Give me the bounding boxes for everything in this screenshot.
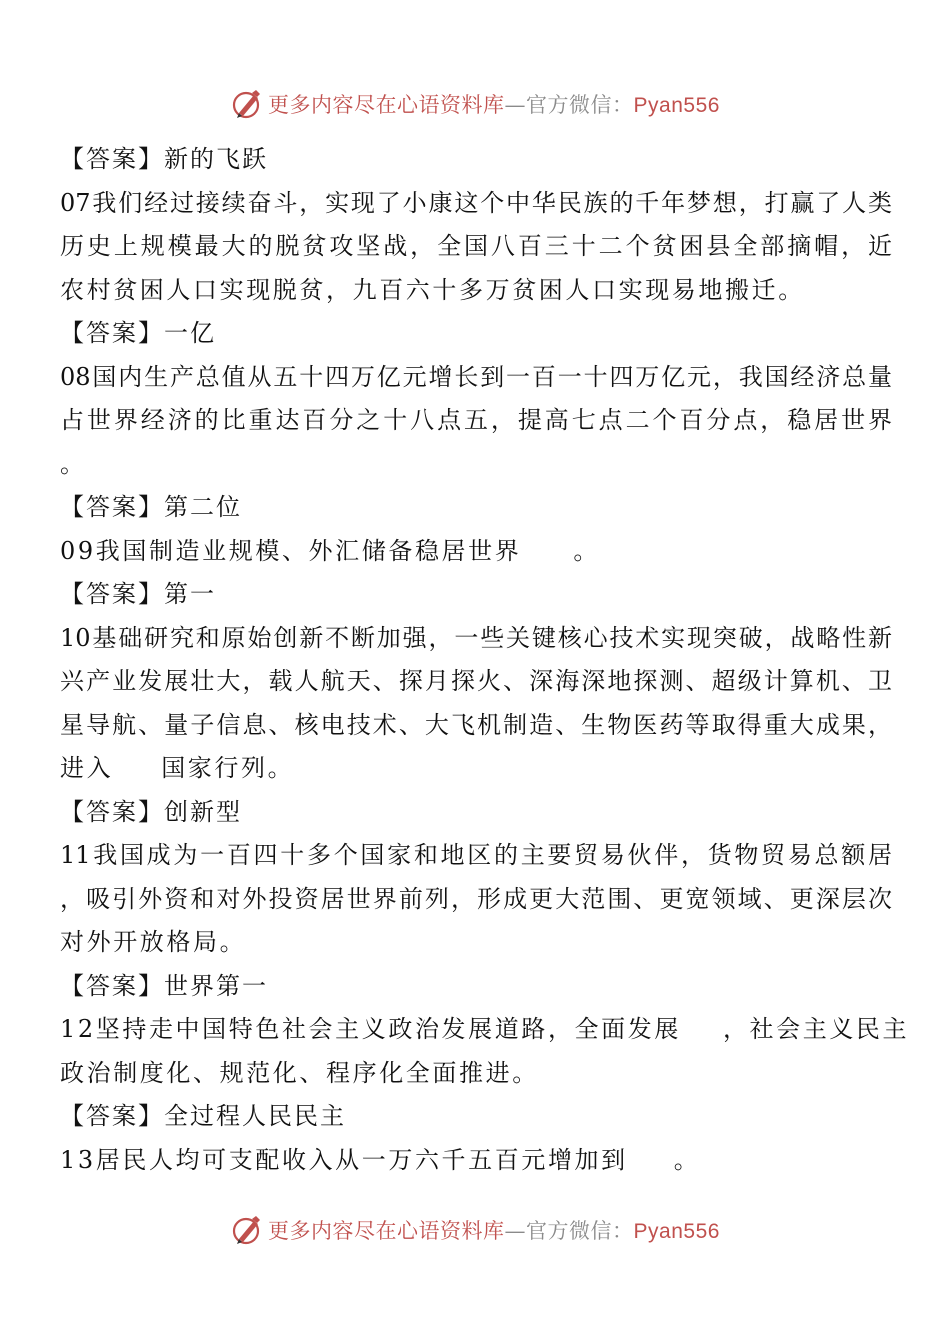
question-13-end: 。 (673, 1145, 701, 1174)
header-banner-red: 更多内容尽在心语资料库 (268, 93, 505, 117)
document-body (60, 138, 910, 1182)
question-10-text: 进入 (60, 754, 114, 782)
question-10-line-3: 星导航、量子信息、核电技术、大飞机制造、生物医药等取得重大成果， (60, 710, 892, 739)
question-09-line-1 (60, 530, 892, 574)
question-09-text: 09我国制造业规模、外汇储备稳居世界 (60, 536, 522, 565)
header-banner (0, 86, 950, 122)
question-08-line-1: 08国内生产总值从五十四万亿元增长到一百一十四万亿元，我国经济总量 (60, 362, 892, 391)
question-12-text: 12坚持走中国特色社会主义政治发展道路，全面发展 (60, 1015, 681, 1043)
header-banner-id: Pyan556 (633, 94, 720, 117)
answer-line: 【答案】第二位 (60, 493, 242, 521)
footer-banner-gray: —官方微信： (504, 1219, 634, 1243)
footer-banner-text (268, 1215, 720, 1245)
answer-line: 【答案】第一 (60, 580, 216, 608)
footer-banner-id: Pyan556 (633, 1220, 720, 1243)
footer-banner-red: 更多内容尽在心语资料库 (268, 1219, 505, 1243)
question-07-line-1: 07我们经过接续奋斗，实现了小康这个中华民族的千年梦想，打赢了人类 (60, 188, 892, 217)
footer-banner (0, 1212, 950, 1248)
answer-line: 【答案】全过程人民民主 (60, 1102, 346, 1130)
question-13-line-1 (60, 1139, 892, 1183)
question-10-end: 国家行列。 (161, 754, 295, 782)
question-08-line-3: 。 (60, 449, 87, 478)
question-10-line-1: 10基础研究和原始创新不断加强，一些关键核心技术实现突破，战略性新 (60, 623, 892, 652)
question-12-line-1 (60, 1008, 910, 1052)
question-07-line-3: 农村贫困人口实现脱贫，九百六十多万贫困人口实现易地搬迁。 (60, 275, 805, 304)
answer-line: 【答案】创新型 (60, 797, 242, 826)
answer-line: 【答案】新的飞跃 (60, 145, 268, 173)
question-10-line-4 (60, 747, 892, 791)
header-banner-gray: —官方微信： (504, 93, 634, 117)
answer-line: 【答案】一亿 (60, 319, 216, 347)
pen-circle-logo-icon (230, 1213, 264, 1247)
question-08-line-2: 占世界经济的比重达百分之十八点五，提高七点二个百分点，稳居世界 (60, 406, 892, 434)
answer-line: 【答案】世界第一 (60, 971, 268, 1000)
question-07-line-2: 历史上规模最大的脱贫攻坚战，全国八百三十二个贫困县全部摘帽，近 (60, 232, 892, 260)
question-13-text: 13居民人均可支配收入从一万六千五百元增加到 (60, 1145, 628, 1174)
question-11-line-2: ，吸引外资和对外投资居世界前列，形成更大范围、更宽领域、更深层次 (60, 884, 892, 913)
header-banner-text (268, 89, 720, 119)
pen-circle-logo-icon (230, 87, 264, 121)
question-11-line-3: 对外开放格局。 (60, 928, 247, 956)
question-11-line-1: 11我国成为一百四十多个国家和地区的主要贸易伙伴，货物贸易总额居 (60, 841, 892, 869)
question-10-line-2: 兴产业发展壮大，载人航天、探月探火、深海深地探测、超级计算机、卫 (60, 667, 892, 695)
question-12-line-2: 政治制度化、规范化、程序化全面推进。 (60, 1058, 539, 1087)
question-09-end: 。 (573, 536, 600, 565)
question-12-rest: ，社会主义民主 (722, 1015, 910, 1043)
